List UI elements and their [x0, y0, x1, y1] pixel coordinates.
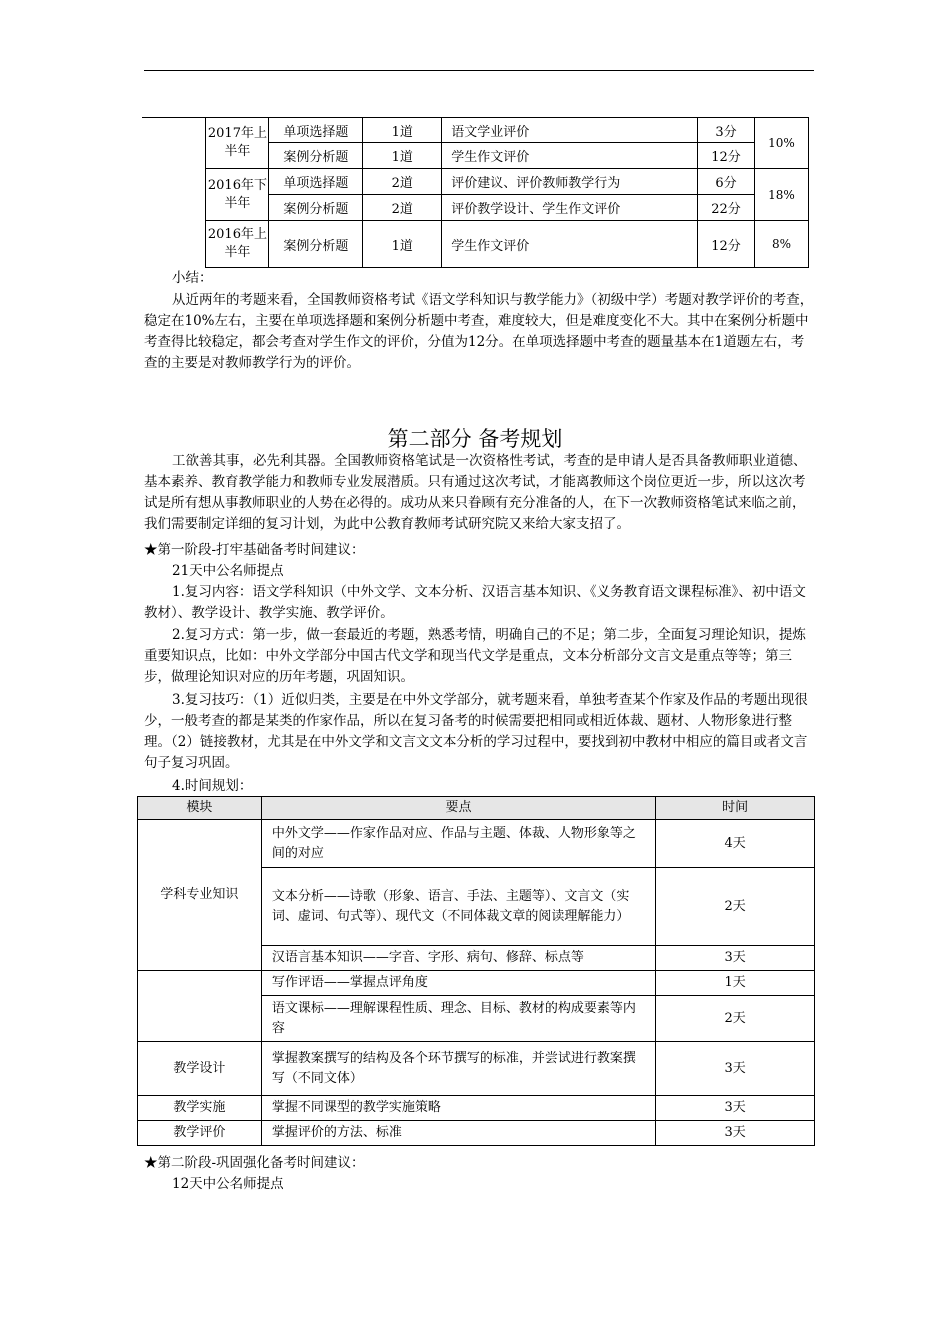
table-row: [142, 221, 809, 268]
type-cell: 单项选择题: [269, 118, 363, 143]
summary-text: 从近两年的考题来看，全国教师资格考试《语文学科知识与教学能力》（初级中学）考题对教学评价的考查，稳定在10%左右，主要在单项选择题和案例分析题中考查，难度较大，但是难度变化不大。其中在案例分析题中考查得比较稳定，都会考查对学生作文的评价，分值为12分。在单项选择题中考查的题量基本在1道题左右，考查的主要是对教师教学行为的评价。: [144, 292, 814, 371]
stage1-heading: ★第一阶段-打牢基础备考时间建议：: [144, 542, 365, 558]
ratio-cell: 18%: [755, 169, 809, 221]
table-row: [138, 971, 815, 996]
section-title: 第二部分 备考规划: [387, 427, 563, 451]
type-cell: 案例分析题: [269, 221, 363, 268]
score-cell: 12分: [698, 221, 755, 268]
stage2-days: 12天中公名师提点: [172, 1176, 284, 1192]
type-cell: 案例分析题: [269, 195, 363, 221]
header-time: 时间: [656, 797, 815, 820]
time-cell: 3天: [656, 1121, 815, 1146]
count-cell: 2道: [363, 169, 442, 195]
content-cell: 学生作文评价: [442, 221, 698, 268]
score-cell: 12分: [698, 143, 755, 169]
time-cell: 3天: [656, 1042, 815, 1096]
time-cell: 1天: [656, 971, 815, 996]
module-cell: 教学实施: [138, 1096, 262, 1121]
count-cell: 1道: [363, 143, 442, 169]
table-row: [138, 1121, 815, 1146]
time-cell: 2天: [656, 868, 815, 946]
content-cell: 评价教学设计、学生作文评价: [442, 195, 698, 221]
ratio-cell: 8%: [755, 221, 809, 268]
review-content: 1.复习内容：语文学科知识（中外文学、文本分析、汉语言基本知识、《义务教育语文课程标准》、初中语文教材）、教学设计、教学实施、教学评价。: [144, 584, 806, 621]
time-plan-label: 4.时间规划：: [172, 778, 253, 794]
point-cell: 写作评语——掌握点评角度: [261, 971, 655, 996]
period-cell: 2016年下半年: [206, 169, 269, 221]
exam-score-table: [142, 117, 809, 268]
count-cell: 1道: [363, 118, 442, 143]
time-plan-table: [137, 796, 815, 1146]
header-rule: [144, 70, 814, 71]
count-cell: 2道: [363, 195, 442, 221]
module-cell: 教学设计: [138, 1042, 262, 1096]
content-cell: 评价建议、评价教师教学行为: [442, 169, 698, 195]
period-cell: 2016年上半年: [206, 221, 269, 268]
table-row: [138, 820, 815, 868]
type-cell: 案例分析题: [269, 143, 363, 169]
module-cell: [138, 971, 262, 1042]
score-cell: 22分: [698, 195, 755, 221]
module-cell: 学科专业知识: [138, 820, 262, 971]
score-cell: 6分: [698, 169, 755, 195]
content-cell: 学生作文评价: [442, 143, 698, 169]
time-cell: 3天: [656, 946, 815, 971]
table-row: [142, 118, 809, 143]
ratio-cell: 10%: [755, 118, 809, 169]
table-row: [142, 169, 809, 195]
stage1-days: 21天中公名师提点: [172, 563, 284, 579]
time-cell: 3天: [656, 1096, 815, 1121]
point-cell: 汉语言基本知识——字音、字形、病句、修辞、标点等: [261, 946, 655, 971]
summary-label: 小结：: [172, 270, 213, 286]
stage2-heading: ★第二阶段-巩固强化备考时间建议：: [144, 1155, 365, 1171]
point-cell: 语文课标——理解课程性质、理念、目标、教材的构成要素等内容: [261, 996, 655, 1042]
time-cell: 4天: [656, 820, 815, 868]
point-cell: 中外文学——作家作品对应、作品与主题、体裁、人物形象等之间的对应: [261, 820, 655, 868]
type-cell: 单项选择题: [269, 169, 363, 195]
review-method: 2.复习方式：第一步，做一套最近的考题，熟悉考情，明确自己的不足；第二步，全面复习理论知识，提炼重要知识点，比如：中外文学部分中国古代文学和现当代文学是重点，文本分析部分文言文是重点等等；第三步，做理论知识对应的历年考题，巩固知识。: [144, 627, 806, 685]
module-cell: 教学评价: [138, 1121, 262, 1146]
point-cell: 掌握教案撰写的结构及各个环节撰写的标准，并尝试进行教案撰写（不同文体）: [261, 1042, 655, 1096]
table-row: [138, 1042, 815, 1096]
intro-paragraph: 工欲善其事，必先利其器。全国教师资格笔试是一次资格性考试，考查的是申请人是否具备教师职业道德、基本素养、教育教学能力和教师专业发展潜质。只有通过这次考试，才能离教师这个岗位更近一步，所以这次考试是所有想从事教师职业的人势在必得的。成功从来只眷顾有充分准备的人，在下一次教师资格笔试来临之前，我们需要制定详细的复习计划，为此中公教育教师考试研究院又来给大家支招了。: [144, 453, 807, 532]
blank-cell: [142, 118, 206, 268]
point-cell: 掌握不同课型的教学实施策略: [261, 1096, 655, 1121]
review-tips: 3.复习技巧：（1）近似归类，主要是在中外文学部分，就考题来看，单独考查某个作家及作品的考题出现很少，一般考查的都是某类的作家作品，所以在复习备考的时候需要把相同或相近体裁、题材、人物形象进行整理。（2）链接教材，尤其是在中外文学和文言文文本分析的学习过程中，要找到初中教材中相应的篇目或者文言句子复习巩固。: [144, 692, 808, 771]
content-cell: 语文学业评价: [442, 118, 698, 143]
time-cell: 2天: [656, 996, 815, 1042]
header-point: 要点: [261, 797, 655, 820]
point-cell: 掌握评价的方法、标准: [261, 1121, 655, 1146]
table-header-row: [138, 797, 815, 820]
table-row: [138, 1096, 815, 1121]
period-cell: 2017年上半年: [206, 118, 269, 169]
header-module: 模块: [138, 797, 262, 820]
point-cell: 文本分析——诗歌（形象、语言、手法、主题等）、文言文（实词、虚词、句式等）、现代文（不同体裁文章的阅读理解能力）: [261, 868, 655, 946]
score-cell: 3分: [698, 118, 755, 143]
count-cell: 1道: [363, 221, 442, 268]
